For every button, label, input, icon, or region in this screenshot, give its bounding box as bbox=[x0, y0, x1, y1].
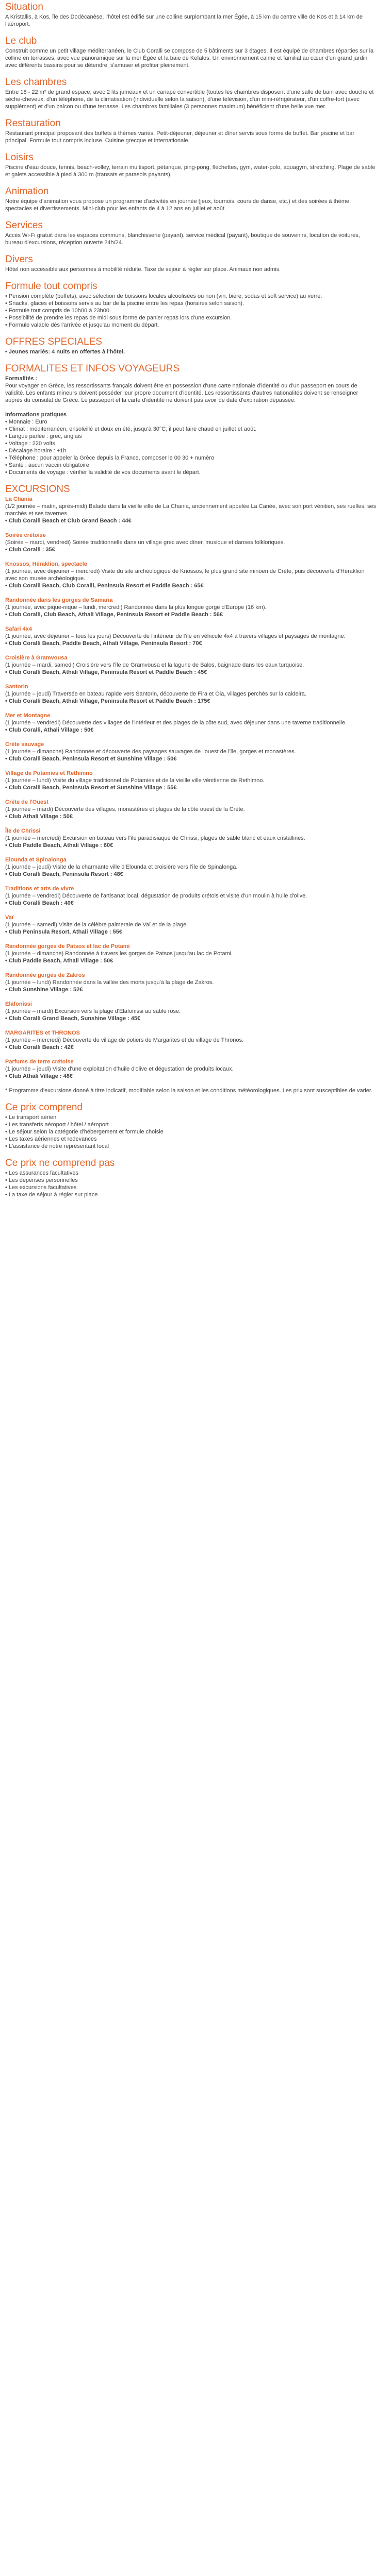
animation-text: Notre équipe d'animation vous propose un programme d'activités en journée (jeux, tournois, cours de danse, etc.) et des soirées à thème, spectacles et divertissements. Mini-club pour les enfants de 4 à 12 ans en juillet et août. bbox=[5, 198, 351, 212]
excursion-description: (1 journée – mardi, samedi) Croisière vers l'île de Gramvousa et la lagune de Balos, baignade dans les eaux turquoise. bbox=[5, 662, 304, 668]
excursion-description: (1 journée – jeudi) Visite d'une exploitation d'huile d'olive et dégustation de produits locaux. bbox=[5, 1066, 234, 1072]
excursion-title: Randonnée gorges de Patsos et lac de Potami bbox=[5, 943, 130, 950]
prix-comprend-list bbox=[5, 1114, 377, 1150]
excursion-description: (1 journée – mercredi) Excursion en bateau vers l'île paradisiaque de Chrissi, plages de sable blanc et eaux cristallines. bbox=[5, 835, 305, 841]
prix-comprend-title: Ce prix comprend bbox=[5, 1102, 83, 1113]
list-item: • Langue parlée : grec, anglais bbox=[5, 433, 82, 439]
excursion-price: • Club Coralli : 35€ bbox=[5, 547, 55, 553]
excursion-price: • Club Paddle Beach, Athali Village : 50€ bbox=[5, 958, 113, 964]
excursion-title: Traditions et arts de vivre bbox=[5, 886, 74, 892]
excursion-description: (1 journée – mardi) Découverte des villages, monastères et plages de la côte ouest de la Crète. bbox=[5, 806, 245, 812]
excursion-price: • Club Coralli Beach, Peninsula Resort et Sunshine Village : 55€ bbox=[5, 785, 177, 791]
excursion-price: • Club Coralli Beach, Peninsula Resort : 48€ bbox=[5, 871, 123, 877]
excursion-title: Soirée crétoise bbox=[5, 532, 46, 538]
excursion-price: • Club Peninsula Resort, Athali Village : 55€ bbox=[5, 929, 122, 935]
excursions-list bbox=[5, 496, 377, 1080]
list-item: • Formule tout compris de 10h00 à 23h00. bbox=[5, 308, 111, 314]
restauration-title: Restauration bbox=[5, 118, 61, 129]
excursion-title: Île de Chrissi bbox=[5, 828, 41, 834]
excursion-title: Parfums de terre crétoise bbox=[5, 1059, 74, 1065]
divers-text: Hôtel non accessible aux personnes à mobilité réduite. Taxe de séjour à régler sur place. Animaux non admis. bbox=[5, 266, 281, 273]
excursion-price: • Club Sunshine Village : 52€ bbox=[5, 987, 83, 993]
prix-ne-comprend-title: Ce prix ne comprend pas bbox=[5, 1158, 115, 1168]
excursion-price: • Club Coralli Beach, Athali Village, Peninsula Resort et Paddle Beach : 175€ bbox=[5, 698, 210, 704]
excursion-description: (1 journée – dimanche) Randonnée à travers les gorges de Patsos jusqu'au lac de Potami. bbox=[5, 951, 233, 957]
excursion-title: Elounda et Spinalonga bbox=[5, 857, 67, 863]
excursions-title: EXCURSIONS bbox=[5, 484, 70, 495]
chambres-title: Les chambres bbox=[5, 77, 67, 88]
info-title: Informations pratiques bbox=[5, 412, 67, 418]
excursion-title: Crète de l'Ouest bbox=[5, 799, 48, 805]
offres-title: OFFRES SPECIALES bbox=[5, 336, 102, 347]
list-item: • La taxe de séjour à régler sur place bbox=[5, 1192, 98, 1198]
excursion-price: • Club Athali Village : 50€ bbox=[5, 814, 73, 820]
excursion-price: • Club Coralli Beach, Club Coralli, Peninsula Resort et Paddle Beach : 65€ bbox=[5, 583, 204, 589]
formalites-text: Pour voyager en Grèce, les ressortissants français doivent être en possession d'une carte nationale d'identité ou d'un passeport en cours de validité. Les enfants mineurs doivent posséder leur propre document d'identité. Les ressortissants d'autres nationalités doivent se renseigner auprès du consulat de Grèce. Le passeport et la carte d'identité ne doivent pas avoir de date d'expiration dépassée. bbox=[5, 383, 359, 403]
excursion-price: • Club Coralli Grand Beach, Sunshine Village : 45€ bbox=[5, 1015, 141, 1022]
excursion-title: Elafonissi bbox=[5, 1001, 32, 1007]
excursion-description: (1 journée – mercredi) Découverte du village de potiers de Margarites et du village de Thronos. bbox=[5, 1037, 244, 1043]
club-text: Construit comme un petit village méditerranéen, le Club Coralli se compose de 5 bâtiments sur 3 étages. Il est équipé de chambres réparties sur la colline en terrasses, avec vue panoramique sur la mer Égée et la baie de Kefalos. Un environnement calme et familial au cœur d'un grand jardin avec différents bassins pour se détendre, s'amuser et profiter pleinement. bbox=[5, 48, 374, 69]
list-item: • Snacks, glaces et boissons servis au bar de la piscine entre les repas (horaires selon saison). bbox=[5, 300, 245, 307]
excursion-title: Randonnée dans les gorges de Samaria bbox=[5, 597, 113, 603]
excursion-title: Crète sauvage bbox=[5, 741, 44, 748]
excursion-description: (1 journée, avec déjeuner – tous les jours) Découverte de l'intérieur de l'île en véhicule 4x4 à travers villages et paysages de montagne. bbox=[5, 633, 346, 639]
excursion-title: Village de Potamies et Rethimno bbox=[5, 770, 93, 776]
excursion-price: • Club Paddle Beach, Athali Village : 60€ bbox=[5, 842, 113, 849]
list-item: • Les dépenses personnelles bbox=[5, 1177, 78, 1183]
excursion-price: • Club Coralli Beach : 42€ bbox=[5, 1044, 74, 1050]
info-list bbox=[5, 418, 377, 476]
list-item: • Téléphone : pour appeler la Grèce depuis la France, composer le 00 30 + numéro bbox=[5, 455, 215, 461]
loisirs-title: Loisirs bbox=[5, 152, 34, 163]
excursion-title: Vaï bbox=[5, 914, 13, 921]
divers-title: Divers bbox=[5, 254, 33, 265]
excursion-price: • Club Coralli Beach : 40€ bbox=[5, 900, 74, 906]
excursion-title: Randonnée gorges de Zakros bbox=[5, 972, 85, 978]
list-item: • Climat : méditerranéen, ensoleillé et doux en été, jusqu'à 30°C; il peut faire chaud en juillet et août. bbox=[5, 426, 257, 432]
formalites-title: FORMALITES ET INFOS VOYAGEURS bbox=[5, 363, 180, 374]
excursion-price: • Club Coralli Beach et Club Grand Beach : 44€ bbox=[5, 518, 132, 524]
list-item: • Les excursions facultatives bbox=[5, 1184, 77, 1191]
list-item: • Les assurances facultatives bbox=[5, 1170, 79, 1176]
restauration-text: Restaurant principal proposant des buffets à thèmes variés. Petit-déjeuner, déjeuner et dîner servis sous forme de buffet. Bar piscine et bar principal. Formule tout compris incluse. Cuisine grecque et internationale. bbox=[5, 130, 355, 144]
list-item: • Le séjour selon la catégorie d'hébergement et formule choisie bbox=[5, 1129, 164, 1135]
excursion-description: (1 journée – lundi) Visite du village traditionnel de Potamies et de la vieille ville vénitienne de Rethimno. bbox=[5, 777, 265, 784]
list-item: • Le transport aérien bbox=[5, 1114, 57, 1121]
list-item: • Monnaie : Euro bbox=[5, 419, 47, 425]
prix-ne-comprend-list bbox=[5, 1170, 377, 1198]
chambres-text: Entre 18 - 22 m² de grand espace, avec 2 lits jumeaux et un canapé convertible (toutes les chambres disposent d'une salle de bain avec douche et sèche-cheveux, d'un téléphone, de la climatisation (individuelle selon la saison), d'une télévision, d'un mini-réfrigérateur, d'un coffre-fort (avec supplément) et d'un balcon ou d'une terrasse. Les chambres familiales (3 personnes maximum) bénéficient d'une belle vue mer. bbox=[5, 89, 374, 110]
excursion-price: • Club Coralli Beach, Paddle Beach, Athali Village, Peninsula Resort : 70€ bbox=[5, 640, 202, 647]
list-item: • Formule valable dès l'arrivée et jusqu'au moment du départ. bbox=[5, 322, 159, 328]
excursion-price: • Club Coralli, Athali Village : 50€ bbox=[5, 727, 94, 733]
excursion-title: Croisière à Gramvousa bbox=[5, 655, 68, 661]
excursion-price: • Club Coralli Beach, Peninsula Resort et Sunshine Village : 50€ bbox=[5, 756, 177, 762]
club-title: Le club bbox=[5, 36, 37, 46]
services-text: Accès Wi-Fi gratuit dans les espaces communs, blanchisserie (payant), service médical (payant), boutique de souvenirs, location de voitures, bureau d'excursions, réception ouverte 24h/24. bbox=[5, 232, 360, 246]
list-item: • Santé : aucun vaccin obligatoire bbox=[5, 462, 89, 468]
excursion-title: Knossos, Héraklion, spectacle bbox=[5, 561, 87, 567]
excursion-description: (1/2 journée – matin, après-midi) Balade dans la vieille ville de La Chania, anciennement appelée La Canée, avec son port vénitien, ses ruelles, ses marchés et ses tavernes. bbox=[5, 503, 377, 517]
offres-text: • Jeunes mariés: 4 nuits en offertes à l'hôtel. bbox=[5, 349, 125, 355]
list-item: • Décalage horaire : +1h bbox=[5, 448, 67, 454]
excursion-title: Mer et Montagne bbox=[5, 713, 51, 719]
excursion-description: (1 journée – vendredi) Découverte des villages de l'intérieur et des plages de la côte sud, avec déjeuner dans une taverne traditionnelle. bbox=[5, 720, 347, 726]
excursion-description: (1 journée – jeudi) Visite de la charmante ville d'Elounda et croisière vers l'île de Spinalonga. bbox=[5, 864, 238, 870]
list-item: • L'assistance de notre représentant local bbox=[5, 1143, 109, 1149]
formule-list bbox=[5, 293, 377, 329]
excursion-description: (1 journée – samedi) Visite de la célèbre palmeraie de Vaï et de la plage. bbox=[5, 922, 188, 928]
services-title: Services bbox=[5, 220, 43, 231]
excursion-price: • Club Coralli Beach, Athali Village, Peninsula Resort et Paddle Beach : 45€ bbox=[5, 669, 207, 675]
excursion-title: La Chania bbox=[5, 496, 32, 502]
formule-title: Formule tout compris bbox=[5, 281, 97, 292]
excursion-description: (Soirée – mardi, vendredi) Soirée traditionnelle dans un village grec avec dîner, musique et danses folkloriques. bbox=[5, 539, 285, 546]
list-item: • Pension complète (buffets), avec sélection de boissons locales alcoolisées ou non (vin, bière, sodas et soft service) au verre. bbox=[5, 293, 322, 299]
list-item: • Voltage : 220 volts bbox=[5, 440, 55, 447]
excursion-description: (1 journée, avec pique-nique – lundi, mercredi) Randonnée dans la plus longue gorge d'Europe (16 km). bbox=[5, 604, 267, 611]
excursion-title: Safari 4x4 bbox=[5, 626, 32, 632]
list-item: • Possibilité de prendre les repas de midi sous forme de panier repas lors d'une excursion. bbox=[5, 315, 232, 321]
page-content bbox=[0, 0, 382, 1198]
excursions-note: * Programme d'excursions donné à titre indicatif, modifiable selon la saison et les conditions météorologiques. Les prix sont susceptibles de varier. bbox=[5, 1088, 372, 1094]
list-item: • Les transferts aéroport / hôtel / aéroport bbox=[5, 1122, 109, 1128]
excursion-description: (1 journée – vendredi) Découverte de l'artisanat local, dégustation de produits crétois et visite d'un moulin à huile d'olive. bbox=[5, 893, 307, 899]
situation-text: A Kristallis, à Kos, île des Dodécanèse, l'hôtel est édifié sur une colline surplombant la mer Égée, à 15 km du centre ville de Kos et à 14 km de l'aéroport. bbox=[5, 14, 363, 27]
excursion-description: (1 journée – mardi) Excursion vers la plage d'Elafonissi au sable rose. bbox=[5, 1008, 181, 1014]
excursion-price: • Club Athali Village : 48€ bbox=[5, 1073, 73, 1079]
list-item: • Les taxes aériennes et redevances bbox=[5, 1136, 97, 1142]
animation-title: Animation bbox=[5, 186, 49, 197]
excursion-description: (1 journée – jeudi) Traversée en bateau rapide vers Santorin, découverte de Fira et Oia, villages perchés sur la caldeira. bbox=[5, 691, 306, 697]
excursion-description: (1 journée – lundi) Randonnée dans la vallée des morts jusqu'à la plage de Zakros. bbox=[5, 979, 214, 986]
excursion-description: (1 journée, avec déjeuner – mercredi) Visite du site archéologique de Knossos, le plus grand site minoen de Crète, puis découverte d'Héraklion avec son musée archéologique. bbox=[5, 568, 365, 582]
formalites-subtitle: Formalités : bbox=[5, 376, 38, 382]
excursion-description: (1 journée – dimanche) Randonnée et découverte des paysages sauvages de l'ouest de l'île, gorges et monastères. bbox=[5, 749, 296, 755]
loisirs-text: Piscine d'eau douce, tennis, beach-volley, terrain multisport, pétanque, ping-pong, fléchettes, gym, water-polo, aquagym, stretching. Plage de sable et galets accessible à pied à 300 m (transats et parasols payants). bbox=[5, 164, 376, 178]
excursion-title: Santorin bbox=[5, 684, 28, 690]
excursion-title: MARGARITES et THRONOS bbox=[5, 1030, 80, 1036]
situation-title: Situation bbox=[5, 2, 43, 12]
excursion-price: • Club Coralli, Club Beach, Athali Village, Peninsula Resort et Paddle Beach : 56€ bbox=[5, 612, 223, 618]
list-item: • Documents de voyage : vérifier la validité de vos documents avant le départ. bbox=[5, 469, 201, 476]
